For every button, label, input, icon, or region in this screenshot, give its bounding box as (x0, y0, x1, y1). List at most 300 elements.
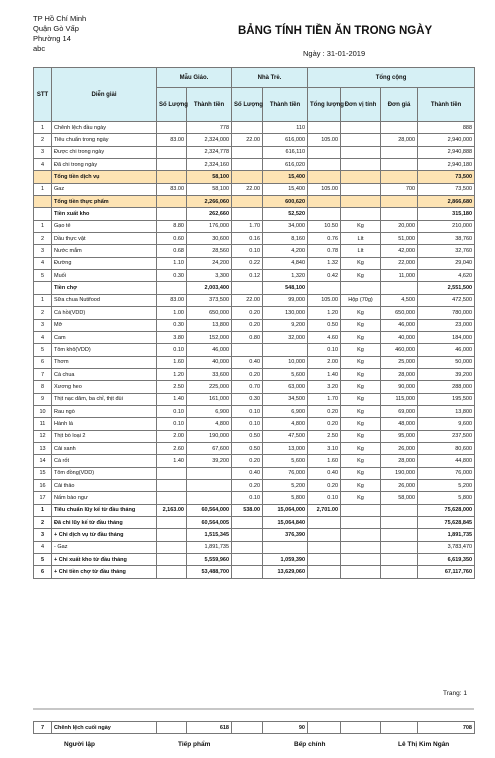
cell (157, 541, 187, 553)
cell: 2.00 (157, 430, 187, 442)
cell: 58,000 (381, 492, 418, 504)
cell: 73,500 (418, 183, 475, 195)
cell (341, 171, 381, 183)
cell: 176,000 (187, 220, 232, 232)
cell: + Chi tiền chợ từ đầu tháng (52, 566, 157, 578)
cell: 0.10 (232, 418, 263, 430)
cell: 237,500 (418, 430, 475, 442)
cell: 105.00 (308, 134, 341, 146)
cell: 115,000 (381, 393, 418, 405)
cell: 1,515,345 (187, 529, 232, 541)
cell: 40,000 (187, 356, 232, 368)
cell: 69,000 (381, 405, 418, 417)
cell (308, 122, 341, 134)
signature-purchaser: Tiếp phẩm (178, 741, 211, 748)
cell (381, 146, 418, 158)
cell: 0.20 (232, 319, 263, 331)
cell: 1.20 (157, 368, 187, 380)
cell: 48,000 (381, 418, 418, 430)
cell: 4,840 (263, 257, 308, 269)
cell: 0.80 (232, 331, 263, 343)
cell (341, 159, 381, 171)
cell: 5 (34, 554, 52, 566)
cell (341, 554, 381, 566)
cell: 95,000 (381, 430, 418, 442)
cell: 2 (34, 134, 52, 146)
cell: 373,500 (187, 294, 232, 306)
table-row (34, 282, 475, 294)
cell: Rau ngò (52, 405, 157, 417)
cell (381, 159, 418, 171)
cell: Thịt nạc dăm, ba chỉ, thịt đùi (52, 393, 157, 405)
cell: 6 (34, 356, 52, 368)
table-row (34, 368, 475, 380)
cell: 6 (34, 566, 52, 578)
cell: 60,564,000 (187, 504, 232, 516)
cell: 4,500 (381, 294, 418, 306)
cell: Dầu thực vật (52, 233, 157, 245)
cell (157, 517, 187, 529)
cell: 2.50 (308, 430, 341, 442)
cell: 700 (381, 183, 418, 195)
cell: Kg (341, 442, 381, 454)
cell: 0.10 (232, 245, 263, 257)
cell: 0.20 (232, 455, 263, 467)
cell: 22.00 (232, 294, 263, 306)
cell (157, 467, 187, 479)
cell: 0.30 (157, 270, 187, 282)
cell (341, 504, 381, 516)
col-total-quantity: Tổng lượng (308, 88, 341, 122)
cell: 4.60 (308, 331, 341, 343)
cell: 39,200 (418, 368, 475, 380)
cell: 28,000 (381, 368, 418, 380)
cell: Kg (341, 467, 381, 479)
cell: 472,500 (418, 294, 475, 306)
cell: 73,500 (418, 171, 475, 183)
cell: 4 (34, 257, 52, 269)
col-description: Diễn giải (52, 68, 157, 122)
cell: 2,940,000 (418, 134, 475, 146)
cell: 460,000 (381, 344, 418, 356)
cell: 38,760 (418, 233, 475, 245)
cell: - Gaz (52, 541, 157, 553)
cell: Tiêu chuẩn trong ngày (52, 134, 157, 146)
cell (157, 146, 187, 158)
cell: Đường (52, 257, 157, 269)
cell: 4 (34, 159, 52, 171)
cell: 15 (34, 467, 52, 479)
cell: 5,800 (263, 492, 308, 504)
cell: 67,600 (187, 442, 232, 454)
cell: Tiêu chuẩn lũy kế từ đầu tháng (52, 504, 157, 516)
cell: 5,200 (418, 479, 475, 491)
cell: 210,000 (418, 220, 475, 232)
table-row (34, 566, 475, 578)
cell: 0.10 (232, 492, 263, 504)
cell (34, 196, 52, 208)
cell (308, 554, 341, 566)
cell: 10,000 (263, 356, 308, 368)
table-row (34, 393, 475, 405)
cell (381, 517, 418, 529)
cell: 0.12 (232, 270, 263, 282)
cell: Xương heo (52, 381, 157, 393)
cell: 650,000 (187, 307, 232, 319)
cell (308, 171, 341, 183)
cell: 1.60 (157, 356, 187, 368)
cell: 26,000 (381, 442, 418, 454)
col-kg-amount: Thành tiền (187, 88, 232, 122)
cell: Kg (341, 344, 381, 356)
table-row (34, 405, 475, 417)
cell: 1.32 (308, 257, 341, 269)
cell: 2,324,160 (187, 159, 232, 171)
cell: 53,488,700 (187, 566, 232, 578)
cell: 1.00 (157, 307, 187, 319)
cell: 1.70 (232, 220, 263, 232)
cell: 1.40 (157, 455, 187, 467)
cell (341, 566, 381, 578)
cell: 1.40 (157, 393, 187, 405)
cell (308, 517, 341, 529)
cell: Tổng tiền dịch vụ (52, 171, 157, 183)
cell (34, 171, 52, 183)
cell: 1.70 (308, 393, 341, 405)
col-nursery-amount: Thành tiền (263, 88, 308, 122)
cell (232, 529, 263, 541)
cell: 4,200 (263, 245, 308, 257)
cell (232, 171, 263, 183)
cell: 5,559,960 (187, 554, 232, 566)
cell: 1,891,735 (418, 529, 475, 541)
cell: 0.50 (308, 319, 341, 331)
cell: Kg (341, 455, 381, 467)
cell (341, 722, 381, 734)
cell: Tôm đồng(VDD) (52, 467, 157, 479)
cell: 60,564,005 (187, 517, 232, 529)
cell (187, 467, 232, 479)
cell: 32,760 (418, 245, 475, 257)
cell (341, 541, 381, 553)
cell: 0.10 (232, 405, 263, 417)
cell (308, 159, 341, 171)
table-body (34, 122, 475, 579)
cell: 262,660 (187, 208, 232, 220)
cell: 50,000 (418, 356, 475, 368)
cell: 39,200 (187, 455, 232, 467)
cell (34, 208, 52, 220)
cell: 0.10 (308, 492, 341, 504)
cell: 13,800 (418, 405, 475, 417)
cell: 0.70 (232, 381, 263, 393)
cell: 10.50 (308, 220, 341, 232)
cell: 888 (418, 122, 475, 134)
cell: 34,500 (263, 393, 308, 405)
cell: 0.10 (157, 418, 187, 430)
cell: Đã chi lũy kế từ đầu tháng (52, 517, 157, 529)
cell: Thịt bò loại 2 (52, 430, 157, 442)
table-row (34, 220, 475, 232)
cell: 778 (187, 122, 232, 134)
cell (341, 134, 381, 146)
cell (232, 159, 263, 171)
table-row (34, 442, 475, 454)
cell: 16 (34, 479, 52, 491)
cell (157, 722, 187, 734)
cell (308, 541, 341, 553)
cell (381, 208, 418, 220)
cell (381, 171, 418, 183)
cell: 1.20 (308, 307, 341, 319)
cell: 30,600 (187, 233, 232, 245)
cell: 110 (263, 122, 308, 134)
cell (381, 554, 418, 566)
table-row (34, 517, 475, 529)
cell (232, 541, 263, 553)
cell: 0.50 (232, 430, 263, 442)
cell: 14 (34, 455, 52, 467)
cell: 538.00 (232, 504, 263, 516)
cell: Cải xanh (52, 442, 157, 454)
cell (341, 208, 381, 220)
cell: 0.10 (157, 405, 187, 417)
cell (34, 282, 52, 294)
cell: 17 (34, 492, 52, 504)
cell: 708 (418, 722, 475, 734)
cell: Cải thảo (52, 479, 157, 491)
cell: 0.40 (232, 356, 263, 368)
cell (341, 282, 381, 294)
cell: Kg (341, 393, 381, 405)
cell: 1 (34, 294, 52, 306)
cell: 0.42 (308, 270, 341, 282)
cell (232, 566, 263, 578)
cell: 0.60 (157, 233, 187, 245)
cell (263, 344, 308, 356)
cell: 152,000 (187, 331, 232, 343)
org-info (33, 14, 86, 54)
cell: 11,000 (381, 270, 418, 282)
cell: 58,100 (187, 171, 232, 183)
cell: 5,600 (263, 368, 308, 380)
cell: 0.78 (308, 245, 341, 257)
cell: Kg (341, 479, 381, 491)
table-row (34, 208, 475, 220)
cell (381, 541, 418, 553)
cell (232, 344, 263, 356)
org-name: abc (33, 44, 46, 53)
cell: 0.10 (157, 344, 187, 356)
cell: 616,000 (263, 134, 308, 146)
cell (341, 146, 381, 158)
cell: 13,000 (263, 442, 308, 454)
org-city: TP Hồ Chí Minh (33, 14, 87, 23)
cell: Kg (341, 381, 381, 393)
cell (232, 122, 263, 134)
cell: 0.22 (232, 257, 263, 269)
cell: 99,000 (263, 294, 308, 306)
cell (381, 529, 418, 541)
cell: Sữa chua Nutifood (52, 294, 157, 306)
cell: Tôm khô(VDD) (52, 344, 157, 356)
cell (308, 146, 341, 158)
cell: 76,000 (263, 467, 308, 479)
cell (381, 196, 418, 208)
cell: Hành lá (52, 418, 157, 430)
cell: Kg (341, 257, 381, 269)
cell: 0.20 (232, 368, 263, 380)
cell: Nước mắm (52, 245, 157, 257)
cell: Chênh lệch đầu ngày (52, 122, 157, 134)
cell: 616,020 (263, 159, 308, 171)
cell (381, 282, 418, 294)
cell (308, 282, 341, 294)
cell: 15,064,000 (263, 504, 308, 516)
cell: 3 (34, 146, 52, 158)
cell (157, 492, 187, 504)
cell: 195,500 (418, 393, 475, 405)
cell: Tổng tiền thực phẩm (52, 196, 157, 208)
table-row (34, 356, 475, 368)
cell (232, 282, 263, 294)
cell: 28,000 (381, 134, 418, 146)
cell: 9 (34, 393, 52, 405)
cell: 90,000 (381, 381, 418, 393)
cell: 2,163.00 (157, 504, 187, 516)
cell: Lít (341, 245, 381, 257)
cell: 4 (34, 541, 52, 553)
cell: 63,000 (263, 381, 308, 393)
cell: 22.00 (232, 134, 263, 146)
cell: 2,551,500 (418, 282, 475, 294)
cell: Kg (341, 319, 381, 331)
cell: 1 (34, 504, 52, 516)
cell: 780,000 (418, 307, 475, 319)
cell: 0.68 (157, 245, 187, 257)
cell: 13,629,060 (263, 566, 308, 578)
cell (341, 183, 381, 195)
cell: 2,701.00 (308, 504, 341, 516)
cell (232, 196, 263, 208)
cell: 15,064,840 (263, 517, 308, 529)
cell: 6,900 (187, 405, 232, 417)
cell: 4,800 (187, 418, 232, 430)
cell: 2,940,888 (418, 146, 475, 158)
signature-chef: Bếp chính (294, 741, 326, 748)
cell: + Chi dịch vụ từ đầu tháng (52, 529, 157, 541)
cell: 130,000 (263, 307, 308, 319)
cell: 376,390 (263, 529, 308, 541)
table-row (34, 159, 475, 171)
cell (381, 122, 418, 134)
col-total-amount: Thành tiền (418, 88, 475, 122)
cell (381, 722, 418, 734)
cell: 1.40 (308, 368, 341, 380)
report-date: Ngày : 31-01-2019 (303, 49, 366, 58)
cell: 0.50 (232, 442, 263, 454)
cell: 161,000 (187, 393, 232, 405)
cell: 2,003,400 (187, 282, 232, 294)
table-row (34, 307, 475, 319)
cell (308, 566, 341, 578)
cell: 13,800 (187, 319, 232, 331)
cell: 8,160 (263, 233, 308, 245)
cell: 2 (34, 233, 52, 245)
cell: 22,000 (381, 257, 418, 269)
cell: Nấm bào ngư (52, 492, 157, 504)
cell: Cà chua (52, 368, 157, 380)
cell: Kg (341, 331, 381, 343)
cell: 6,900 (263, 405, 308, 417)
table-row (34, 344, 475, 356)
cell (308, 208, 341, 220)
cell: Thơm (52, 356, 157, 368)
page-break-divider (33, 708, 474, 710)
cell: 3.80 (157, 331, 187, 343)
cell: Kg (341, 492, 381, 504)
cell: 1,320 (263, 270, 308, 282)
cell: 10 (34, 405, 52, 417)
cell: 0.40 (308, 467, 341, 479)
cell: 1 (34, 122, 52, 134)
cell: 23,000 (418, 319, 475, 331)
cell: 2 (34, 307, 52, 319)
col-unit-price: Đơn giá (381, 88, 418, 122)
cell: 8 (34, 381, 52, 393)
cell: Kg (341, 307, 381, 319)
cell: 548,100 (263, 282, 308, 294)
table-row (34, 554, 475, 566)
cell: 184,000 (418, 331, 475, 343)
table-row (34, 146, 475, 158)
cell: Gaz (52, 183, 157, 195)
table-row (34, 257, 475, 269)
cell: 58,100 (187, 183, 232, 195)
cell: 15,400 (263, 183, 308, 195)
cell: 3.20 (308, 381, 341, 393)
cell (187, 492, 232, 504)
cell: 34,000 (263, 220, 308, 232)
col-group-nursery: Nhà Trẻ. (232, 68, 308, 88)
cell: 3,300 (187, 270, 232, 282)
table-row (34, 331, 475, 343)
cell: 76,000 (418, 467, 475, 479)
cell: 105.00 (308, 183, 341, 195)
col-nursery-quantity: Số Lượng (232, 88, 263, 122)
cell: 0.20 (232, 479, 263, 491)
cell: Đã chi trong ngày (52, 159, 157, 171)
cell (232, 554, 263, 566)
cell: Lít (341, 233, 381, 245)
cell: 46,000 (418, 344, 475, 356)
cell: 2 (34, 517, 52, 529)
cell: 46,000 (381, 319, 418, 331)
cell: 2.00 (308, 356, 341, 368)
table-row (34, 233, 475, 245)
cell: 1,891,735 (187, 541, 232, 553)
cell (308, 529, 341, 541)
cell: 2,266,060 (187, 196, 232, 208)
cell: Gạo tẻ (52, 220, 157, 232)
cell: 13 (34, 442, 52, 454)
cell: 5 (34, 344, 52, 356)
cell: 2.60 (157, 442, 187, 454)
cell: Kg (341, 368, 381, 380)
cell: 5,800 (418, 492, 475, 504)
cell: Tiền xuất kho (52, 208, 157, 220)
cell: 2,940,180 (418, 159, 475, 171)
